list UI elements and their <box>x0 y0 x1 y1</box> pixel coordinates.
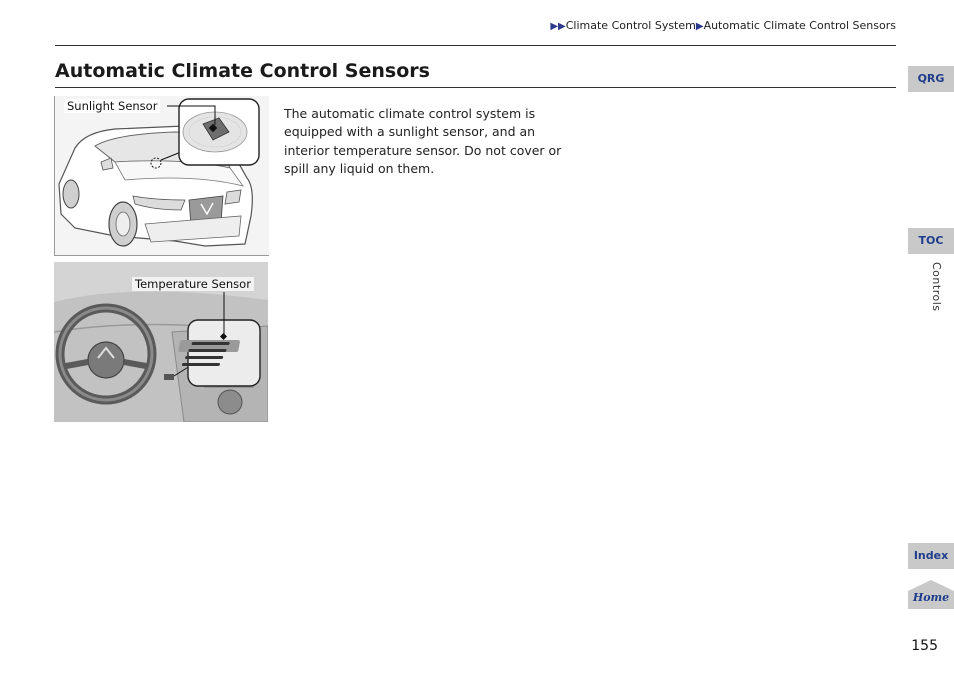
body-paragraph: The automatic climate control system is equipped with a sunlight sensor, and an interior temperature sensor. Do not cover or spill any liquid on them. <box>284 105 562 176</box>
temperature-sensor-figure <box>54 262 268 422</box>
title-divider <box>55 87 896 88</box>
page-number: 155 <box>911 638 938 654</box>
double-arrow-icon: ▶▶ <box>550 21 566 32</box>
index-button[interactable]: Index <box>908 543 954 569</box>
temperature-sensor-label: Temperature Sensor <box>132 277 254 291</box>
breadcrumb-item-climate-control[interactable]: Climate Control System <box>565 19 696 32</box>
page-title: Automatic Climate Control Sensors <box>55 60 430 82</box>
home-icon <box>908 579 954 609</box>
sunlight-sensor-figure <box>54 96 269 256</box>
header-divider <box>55 45 896 46</box>
breadcrumb <box>520 19 896 32</box>
breadcrumb-item-current: Automatic Climate Control Sensors <box>703 19 896 32</box>
car-illustration <box>55 96 269 255</box>
sunlight-sensor-label: Sunlight Sensor <box>64 99 160 113</box>
section-label: Controls <box>930 262 943 312</box>
home-button[interactable] <box>908 579 954 609</box>
toc-button[interactable]: TOC <box>908 228 954 254</box>
arrow-right-icon: ▶ <box>695 21 704 32</box>
home-label: Home <box>912 591 950 604</box>
qrg-button[interactable]: QRG <box>908 66 954 92</box>
